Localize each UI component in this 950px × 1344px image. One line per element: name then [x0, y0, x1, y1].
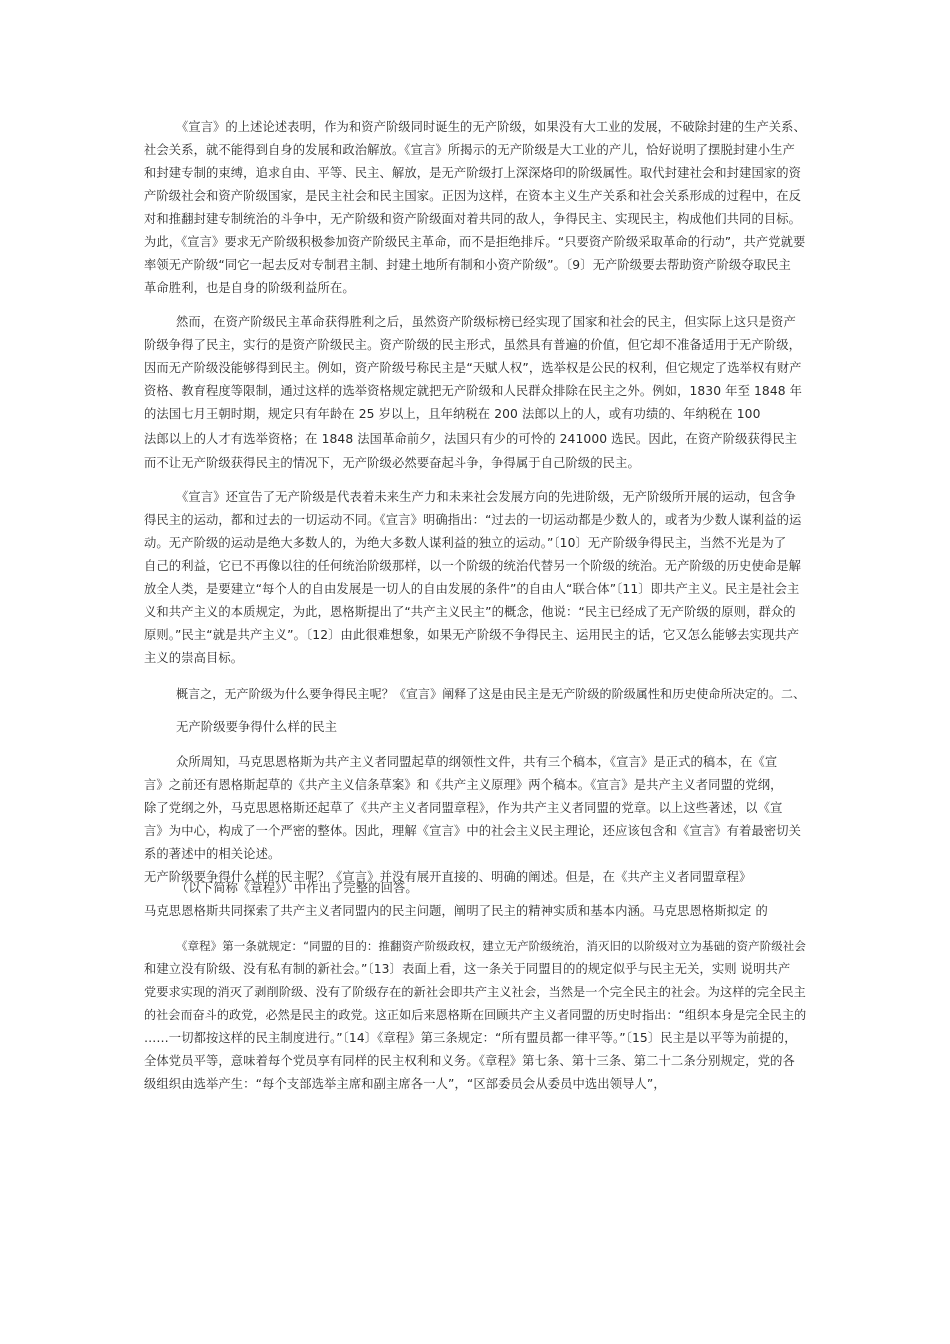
text-line: 革命胜利，也是自身的阶级利益所在。	[144, 281, 355, 295]
text-line: 对和推翻封建专制统治的斗争中，无产阶级和资产阶级面对着共同的敌人，争得民主、实现民主，构成他们共同的目标。	[144, 212, 802, 226]
text-line: 和建立没有阶级、没有私有制的新社会。”〔13〕表面上看，这一条关于同盟目的的规定似乎与民主无关，实则 说明共产	[144, 962, 791, 976]
text-line: 然而，在资产阶级民主革命获得胜利之后，虽然资产阶级标榜已经实现了国家和社会的民主，但实际上这只是资产	[176, 315, 796, 329]
text-line: 法郎以上的人才有选举资格；在 1848 法国革命前夕，法国只有少的可怜的 241000 选民。因此，在资产阶级获得民主	[144, 432, 798, 446]
text-line: 《宣言》的上述论述表明，作为和资产阶级同时诞生的无产阶级，如果没有大工业的发展，不破除封建的生产关系、	[176, 120, 806, 134]
text-line: 众所周知，马克思恩格斯为共产主义者同盟起草的纲领性文件，共有三个稿本，《宣言》是正式的稿本，在《宣	[176, 755, 778, 769]
text-line: 无产阶级要争得什么样的民主呢？《宣言》并没有展开直接的、明确的阐述。但是，在《共产主义者同盟章程》	[144, 870, 752, 884]
text-line: 除了党纲之外，马克思恩格斯还起草了《共产主义者同盟章程》，作为共产主义者同盟的党章。以上这些著述，以《宣	[144, 801, 783, 815]
text-line: 产阶级社会和资产阶级国家，是民主社会和民主国家。正因为这样，在资本主义生产关系和社会关系形成的过程中，在反	[144, 189, 802, 203]
text-line: 而不让无产阶级获得民主的情况下，无产阶级必然要奋起斗争，争得属于自己阶级的民主。	[144, 456, 640, 470]
text-line: 的法国七月王朝时期，规定只有年龄在 25 岁以上，且年纳税在 200 法郎以上的人，或有功绩的、年纳税在 100	[144, 407, 761, 421]
text-line: 动。无产阶级的运动是绝大多数人的，为绝大多数人谋利益的独立的运动。”〔10〕无产阶级争得民主，当然不光是为了	[144, 536, 787, 550]
section-heading: 无产阶级要争得什么样的民主	[176, 720, 338, 734]
text-line: 概言之，无产阶级为什么要争得民主呢？《宣言》阐释了这是由民主是无产阶级的阶级属性和历史使命所决定的。二、	[176, 687, 806, 701]
text-line: ……一切都按这样的民主制度进行。”〔14〕《章程》第三条规定：“所有盟员都一律平等。”〔15〕民主是以平等为前提的，	[144, 1031, 797, 1045]
text-line: 阶级争得了民主，实行的是资产阶级民主。资产阶级的民主形式，虽然具有普遍的价值，但它却不准备适用于无产阶级，	[144, 338, 802, 352]
text-line: 自己的利益，它已不再像以往的任何统治阶级那样，以一个阶级的统治代替另一个阶级的统治。无产阶级的历史使命是解	[144, 559, 802, 573]
text-line: 义和共产主义的本质规定，为此，恩格斯提出了“共产主义民主”的概念，他说：“民主已经成了无产阶级的原则，群众的	[144, 605, 796, 619]
text-line: （以下简称《章程》）中作出了完整的回答。	[176, 881, 418, 895]
text-line: 率领无产阶级“同它一起去反对专制君主制、封建土地所有制和小资产阶级”。〔9〕无产阶级要去帮助资产阶级夺取民主	[144, 258, 791, 272]
text-line: 党要求实现的消灭了剥削阶级、没有了阶级存在的新社会即共产主义社会，当然是一个完全民主的社会。为这样的完全民主	[144, 985, 806, 999]
text-line: 的社会而奋斗的政党，必然是民主的政党。这正如后来恩格斯在回顾共产主义者同盟的历史时指出：“组织本身是完全民主的	[144, 1008, 807, 1022]
text-line: 言》为中心，构成了一个严密的整体。因此，理解《宣言》中的社会主义民主理论，还应该包含和《宣言》有着最密切关	[144, 824, 802, 838]
text-line: 《章程》第一条就规定：“同盟的目的：推翻资产阶级政权，建立无产阶级统治，消灭旧的以阶级对立为基础的资产阶级社会	[176, 939, 806, 953]
text-line: 全体党员平等，意味着每个党员享有同样的民主权利和义务。《章程》第七条、第十三条、第二十二条分别规定，党的各	[144, 1054, 795, 1068]
text-line: 言》之前还有恩格斯起草的《共产主义信条草案》和《共产主义原理》两个稿本。《宣言》是共产主义者同盟的党纲，	[144, 778, 783, 792]
text-line: 因而无产阶级没能够得到民主。例如，资产阶级号称民主是“天赋人权”，选举权是公民的权利，但它规定了选举权有财产	[144, 361, 802, 375]
text-line: 放全人类，是要建立“每个人的自由发展是一切人的自由发展的条件”的自由人“联合体”〔11〕即共产主义。民主是社会主	[144, 582, 800, 596]
text-line: 得民主的运动，都和过去的一切运动不同。《宣言》明确指出：“过去的一切运动都是少数人的，或者为少数人谋利益的运	[144, 513, 802, 527]
text-line: 《宣言》还宣告了无产阶级是代表着未来生产力和未来社会发展方向的先进阶级，无产阶级所开展的运动，包含争	[176, 490, 796, 504]
text-line: 主义的崇高目标。	[144, 651, 244, 665]
text-line: 系的著述中的相关论述。	[144, 847, 281, 861]
text-line: 社会关系，就不能得到自身的发展和政治解放。《宣言》所揭示的无产阶级是大工业的产儿，恰好说明了摆脱封建小生产	[144, 143, 795, 157]
text-line: 马克思恩格斯共同探索了共产主义者同盟内的民主问题，阐明了民主的精神实质和基本内涵。马克思恩格斯拟定 的	[144, 904, 768, 918]
text-line: 资格、教育程度等限制，通过这样的选举资格规定就把无产阶级和人民群众排除在民主之外。例如，1830 年至 1848 年	[144, 384, 803, 398]
text-line: 和封建专制的束缚，追求自由、平等、民主、解放，是无产阶级打上深深烙印的阶级属性。取代封建社会和封建国家的资	[144, 166, 802, 180]
text-line: 级组织由选举产生：“每个支部选举主席和副主席各一人”，“区部委员会从委员中选出领导人”，	[144, 1077, 666, 1091]
text-line: 原则。”民主“就是共产主义”。〔12〕由此很难想象，如果无产阶级不争得民主、运用民主的话，它又怎么能够去实现共产	[144, 628, 800, 642]
text-line: 为此，《宣言》要求无产阶级积极参加资产阶级民主革命，而不是拒绝排斥。“只要资产阶级采取革命的行动”，共产党就要	[144, 235, 806, 249]
